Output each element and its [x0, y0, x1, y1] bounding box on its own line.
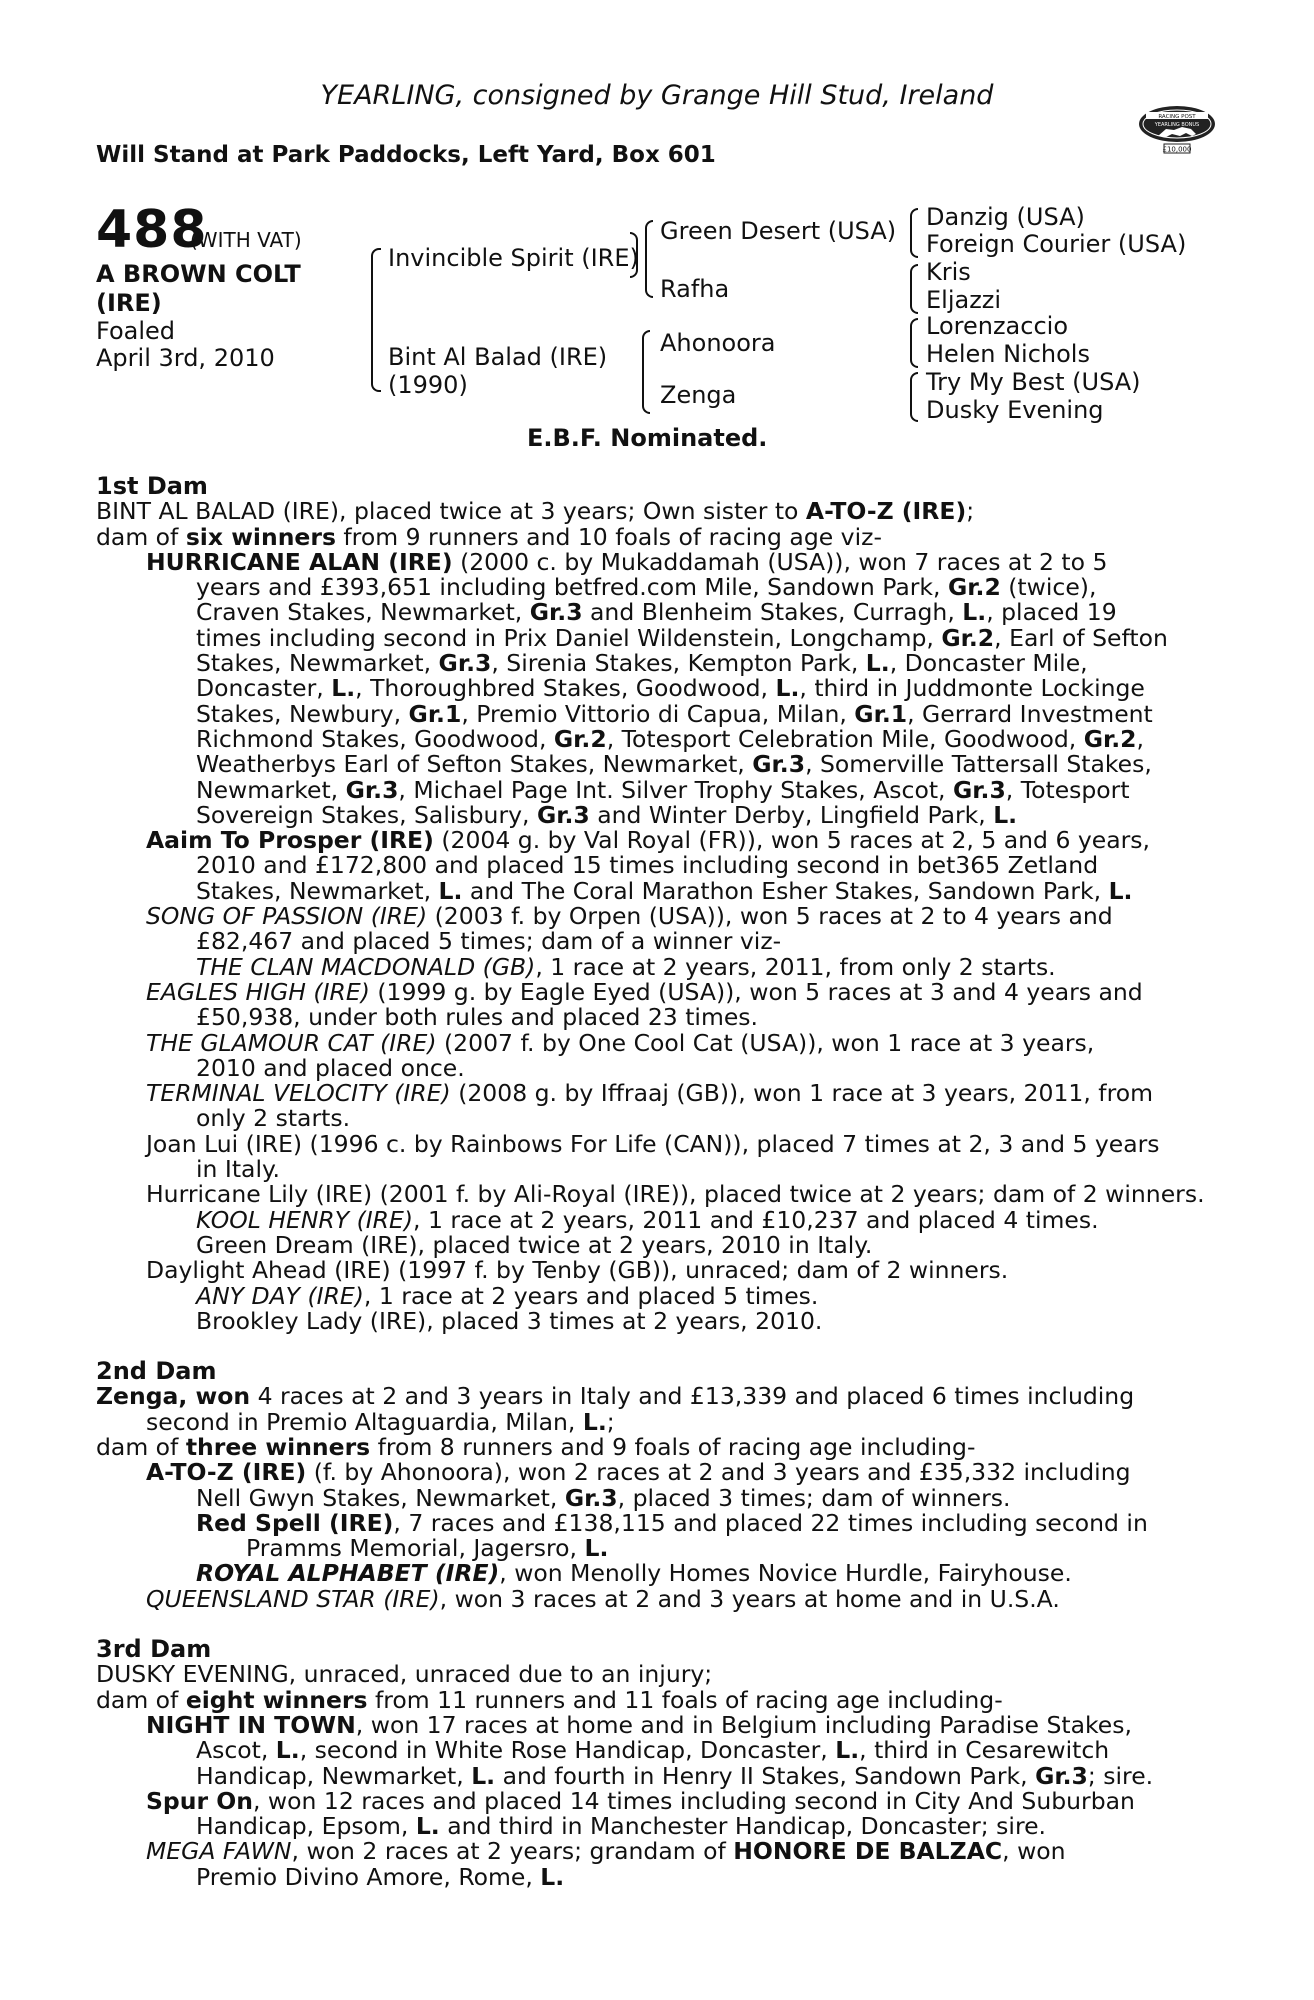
pedigree-dam: Bint Al Balad (IRE): [388, 343, 608, 371]
produce-entry: Premio Divino Amore, Rome, L.: [196, 1862, 565, 1891]
produce-entry: only 2 starts.: [196, 1104, 351, 1133]
dam-summary: second in Premio Altaguardia, Milan, L.;: [146, 1407, 615, 1436]
svg-text:RACING POST: RACING POST: [1158, 114, 1196, 120]
section-heading: 1st Dam: [96, 472, 208, 500]
lot-vat: (WITH VAT): [190, 228, 302, 252]
ebf-nomination: E.B.F. Nominated.: [527, 424, 768, 452]
produce-entry: Nell Gwyn Stakes, Newmarket, Gr.3, placed 3 times; dam of winners.: [196, 1483, 1011, 1512]
produce-entry: EAGLES HIGH (IRE) (1999 g. by Eagle Eyed (USA)), won 5 races at 3 and 4 years and: [146, 977, 1143, 1006]
produce-entry: ROYAL ALPHABET (IRE), won Menolly Homes Novice Hurdle, Fairyhouse.: [196, 1559, 1072, 1588]
pedigree-sire-dam: Rafha: [660, 275, 730, 303]
dam-summary: BINT AL BALAD (IRE), placed twice at 3 years; Own sister to A-TO-Z (IRE);: [96, 497, 975, 526]
produce-entry: years and £393,651 including betfred.com Mile, Sandown Park, Gr.2 (twice),: [196, 573, 1097, 602]
pedigree-dam-sire: Ahonoora: [660, 329, 776, 357]
produce-entry: Stakes, Newmarket, Gr.3, Sirenia Stakes, Kempton Park, L., Doncaster Mile,: [196, 649, 1088, 678]
produce-entry: Newmarket, Gr.3, Michael Page Int. Silver Trophy Stakes, Ascot, Gr.3, Totesport: [196, 775, 1130, 804]
produce-entry: Stakes, Newmarket, L. and The Coral Marathon Esher Stakes, Sandown Park, L.: [196, 876, 1133, 905]
produce-entry: times including second in Prix Daniel Wildenstein, Longchamp, Gr.2, Earl of Sefton: [196, 623, 1168, 652]
produce-entry: Joan Lui (IRE) (1996 c. by Rainbows For Life (CAN)), placed 7 times at 2, 3 and 5 years: [146, 1129, 1160, 1158]
pedigree-sire-sire: Green Desert (USA): [660, 217, 897, 245]
pedigree-gen3: Foreign Courier (USA): [926, 230, 1187, 258]
yearling-bonus-logo: [1136, 96, 1218, 158]
pedigree-bracket: [642, 330, 650, 414]
pedigree-gen3: Kris: [926, 258, 971, 286]
pedigree-bracket: [371, 248, 381, 392]
produce-entry: Handicap, Epsom, L. and third in Manchester Handicap, Doncaster; sire.: [196, 1812, 1047, 1841]
produce-entry: QUEENSLAND STAR (IRE), won 3 races at 2 and 3 years at home and in U.S.A.: [146, 1584, 1060, 1613]
produce-entry: THE GLAMOUR CAT (IRE) (2007 f. by One Cool Cat (USA)), won 1 race at 3 years,: [146, 1028, 1095, 1057]
pedigree-bracket: [630, 232, 638, 278]
pedigree-gen3: Try My Best (USA): [926, 368, 1141, 396]
produce-entry: £50,938, under both rules and placed 23 times.: [196, 1003, 759, 1032]
pedigree-bracket: [910, 208, 918, 258]
produce-entry: Brookley Lady (IRE), placed 3 times at 2 years, 2010.: [196, 1306, 823, 1335]
produce-entry: 2010 and £172,800 and placed 15 times including second in bet365 Zetland: [196, 851, 1099, 880]
produce-entry: THE CLAN MACDONALD (GB), 1 race at 2 years, 2011, from only 2 starts.: [196, 952, 1056, 981]
produce-entry: SONG OF PASSION (IRE) (2003 f. by Orpen (USA)), won 5 races at 2 to 4 years and: [146, 902, 1113, 931]
produce-entry: KOOL HENRY (IRE), 1 race at 2 years, 2011 and £10,237 and placed 4 times.: [196, 1205, 1099, 1234]
pedigree-gen3: Helen Nichols: [926, 340, 1090, 368]
dam-summary: dam of three winners from 8 runners and 9 foals of racing age including-: [96, 1432, 976, 1461]
produce-entry: Stakes, Newbury, Gr.1, Premio Vittorio di Capua, Milan, Gr.1, Gerrard Investment: [196, 699, 1153, 728]
produce-entry: Ascot, L., second in White Rose Handicap, Doncaster, L., third in Cesarewitch: [196, 1736, 1110, 1765]
section-heading: 2nd Dam: [96, 1357, 217, 1386]
pedigree-dam-year: (1990): [388, 371, 468, 399]
produce-entry: HURRICANE ALAN (IRE) (2000 c. by Mukaddamah (USA)), won 7 races at 2 to 5: [146, 547, 1108, 576]
produce-entry: Pramms Memorial, Jagersro, L.: [246, 1534, 609, 1563]
produce-entry: A-TO-Z (IRE) (f. by Ahonoora), won 2 races at 2 and 3 years and £35,332 including: [146, 1458, 1131, 1487]
produce-entry: £82,467 and placed 5 times; dam of a winner viz-: [196, 927, 782, 956]
pedigree-bracket: [910, 264, 918, 314]
pedigree-bracket: [910, 318, 918, 368]
pedigree-gen3: Eljazzi: [926, 286, 1002, 314]
stand-location: Will Stand at Park Paddocks, Left Yard, Box 601: [96, 142, 716, 168]
produce-entry: Spur On, won 12 races and placed 14 times including second in City And Suburban: [146, 1786, 1135, 1815]
pedigree-bracket: [645, 220, 653, 298]
foaled-info: Foaled April 3rd, 2010: [96, 317, 275, 372]
produce-entry: Craven Stakes, Newmarket, Gr.3 and Blenheim Stakes, Curragh, L., placed 19: [196, 598, 1117, 627]
pedigree-gen3: Dusky Evening: [926, 396, 1104, 424]
produce-entry: Handicap, Newmarket, L. and fourth in Henry II Stakes, Sandown Park, Gr.3; sire.: [196, 1761, 1154, 1790]
dam-summary: Zenga, won 4 races at 2 and 3 years in Italy and £13,339 and placed 6 times including: [96, 1382, 1135, 1411]
produce-entry: Weatherbys Earl of Sefton Stakes, Newmarket, Gr.3, Somerville Tattersall Stakes,: [196, 750, 1152, 779]
produce-entry: 2010 and placed once.: [196, 1053, 465, 1082]
dam-summary: dam of eight winners from 11 runners and 11 foals of racing age including-: [96, 1685, 1003, 1714]
svg-text:£10,000: £10,000: [1162, 145, 1192, 154]
pedigree-dam-dam: Zenga: [660, 381, 737, 409]
produce-entry: Richmond Stakes, Goodwood, Gr.2, Totesport Celebration Mile, Goodwood, Gr.2,: [196, 724, 1144, 753]
pedigree-sire: Invincible Spirit (IRE): [388, 244, 639, 272]
produce-entry: Hurricane Lily (IRE) (2001 f. by Ali-Royal (IRE)), placed twice at 2 years; dam of 2 winners.: [146, 1180, 1205, 1209]
produce-entry: Daylight Ahead (IRE) (1997 f. by Tenby (GB)), unraced; dam of 2 winners.: [146, 1256, 1009, 1285]
lot-number: 488: [96, 200, 208, 260]
produce-entry: TERMINAL VELOCITY (IRE) (2008 g. by Iffraaj (GB)), won 1 race at 3 years, 2011, from: [146, 1079, 1153, 1108]
produce-entry: NIGHT IN TOWN, won 17 races at home and in Belgium including Paradise Stakes,: [146, 1710, 1132, 1739]
svg-text:YEARLING BONUS: YEARLING BONUS: [1154, 122, 1200, 128]
produce-entry: Green Dream (IRE), placed twice at 2 years, 2010 in Italy.: [196, 1230, 873, 1259]
produce-entry: Aaim To Prosper (IRE) (2004 g. by Val Royal (FR)), won 5 races at 2, 5 and 6 years,: [146, 826, 1151, 855]
dam-produce-record: [96, 474, 1210, 1890]
pedigree-gen3: Lorenzaccio: [926, 312, 1068, 340]
lot-description: A BROWN COLT (IRE): [96, 260, 301, 317]
produce-entry: MEGA FAWN, won 2 races at 2 years; grandam of HONORE DE BALZAC, won: [146, 1837, 1066, 1866]
pedigree-bracket: [910, 372, 918, 422]
pedigree-gen3: Danzig (USA): [926, 203, 1085, 231]
dam-summary: DUSKY EVENING, unraced, unraced due to an injury;: [96, 1660, 713, 1689]
produce-entry: Doncaster, L., Thoroughbred Stakes, Goodwood, L., third in Juddmonte Lockinge: [196, 674, 1145, 703]
produce-entry: in Italy.: [196, 1155, 280, 1184]
produce-entry: ANY DAY (IRE), 1 race at 2 years and placed 5 times.: [196, 1281, 819, 1310]
section-heading: 3rd Dam: [96, 1635, 212, 1664]
catalogue-header: YEARLING, consigned by Grange Hill Stud, Ireland: [320, 80, 994, 111]
dam-summary: dam of six winners from 9 runners and 10 foals of racing age viz-: [96, 522, 882, 551]
produce-entry: Red Spell (IRE), 7 races and £138,115 and placed 22 times including second in: [196, 1508, 1148, 1537]
produce-entry: Sovereign Stakes, Salisbury, Gr.3 and Winter Derby, Lingfield Park, L.: [196, 800, 1018, 829]
